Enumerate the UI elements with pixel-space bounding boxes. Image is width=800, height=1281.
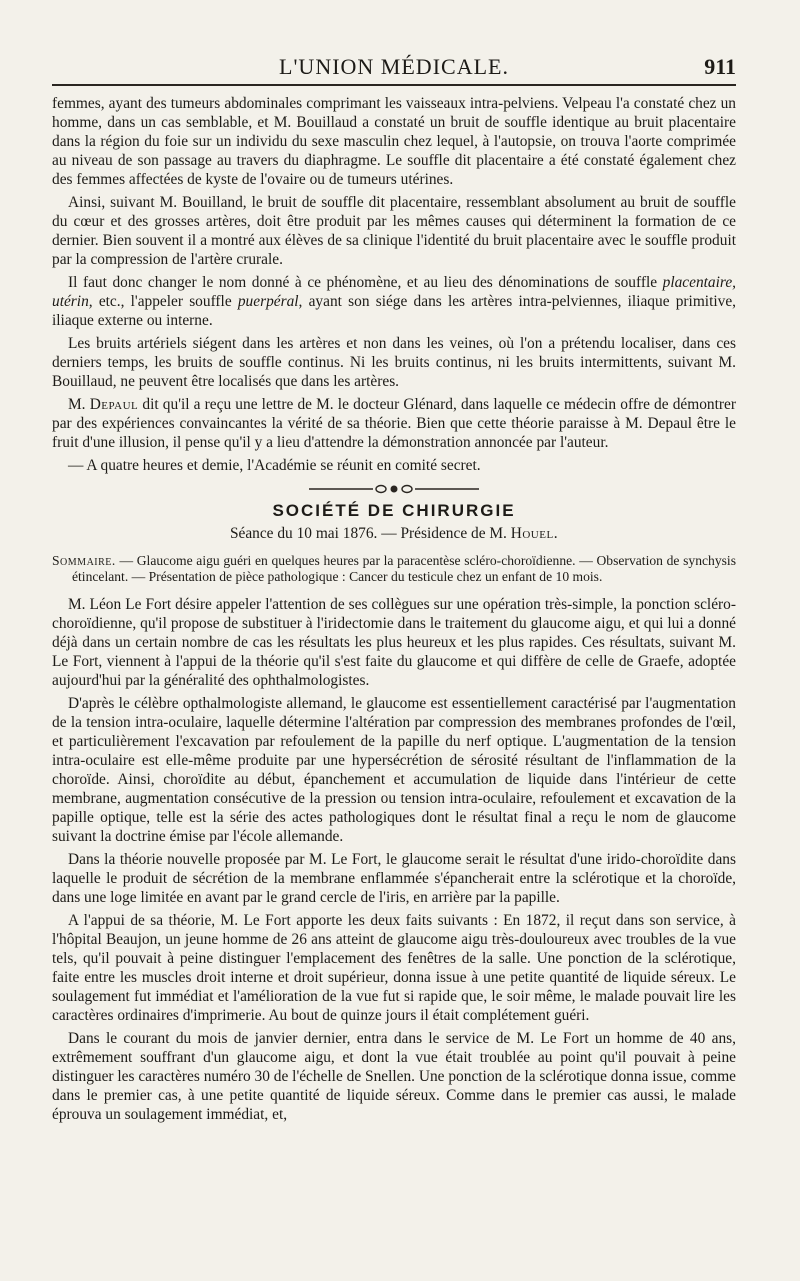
summary-block xyxy=(52,553,736,585)
article-body xyxy=(52,94,736,1124)
summary-label: Sommaire. xyxy=(52,553,116,568)
section-divider-ornament xyxy=(52,481,736,493)
paragraph: D'après le célèbre opthalmologiste allemand, le glaucome est essentiellement caractérisé par l'augmentation de la tension intra-oculaire, laquelle détermine l'altération par compression des membranes profondes de l'œil, et particulièrement l'excavation par refoulement de la papille du nerf optique. L'augmentation de la tension intra-oculaire est elle-même produite par une hypersécrétion de sérosité résultant de l'inflammation de la choroïde. Ainsi, choroïdite au début, épanchement et accumulation de liquide dans l'intérieur de cette membrane, augmentation consécutive de la pression ou tension intra-oculaire, refoulement et excavation de la papille optique, telle est la série des actes pathologiques dont le résultat final a reçu le nom de glaucome suivant la doctrine émise par l'école allemande. xyxy=(52,695,736,845)
text-run: etc., l'appeler souffle xyxy=(92,293,238,310)
page-number: 911 xyxy=(704,54,736,79)
session-line xyxy=(52,524,736,543)
page-header xyxy=(52,50,736,86)
section-title: SOCIÉTÉ DE CHIRURGIE xyxy=(272,501,516,520)
summary-text: — Glaucome aigu guéri en quelques heures par la paracentèse scléro-choroïdienne. — Observation de synchysis étincelant. — Présentation de pièce pathologique : Cancer du testicule chez un enfant de 10 mois. xyxy=(72,553,736,584)
italic-text: placentaire, utérin, xyxy=(52,274,736,310)
paragraph xyxy=(52,273,736,330)
speaker-name: Depaul xyxy=(89,396,139,413)
italic-text: puerpéral, xyxy=(237,293,303,310)
text-run: Il faut donc changer le nom donné à ce phénomène, et au lieu des dénominations de souffle xyxy=(68,274,663,291)
paragraph: Les bruits artériels siégent dans les artères et non dans les veines, où l'on a prétendu localiser, dans ces derniers temps, les bruits de souffle continus. Ni les bruits continus, ni les bruits intermittents, suivant M. Bouillaud, ne peuvent être localisés que dans les artères. xyxy=(52,335,736,390)
paragraph: femmes, ayant des tumeurs abdominales comprimant les vaisseaux intra-pelviens. Velpeau l'a constaté chez un homme, dans un cas semblable, et M. Bouillaud a constaté un bruit de souffle identique au bruit placentaire dans la région du foie sur un individu du sexe masculin chez lequel, à l'autopsie, on trouva l'aorte comprimée au niveau de son passage au travers du diaphragme. Le souffle dit placentaire a été constaté également chez des femmes affectées de kyste de l'ovaire ou de tumeurs utérines. xyxy=(52,95,736,188)
president-name: Houel. xyxy=(510,525,559,542)
paragraph: A l'appui de sa théorie, M. Le Fort apporte les deux faits suivants : En 1872, il reçut dans son service, à l'hôpital Beaujon, un jeune homme de 26 ans atteint de glaucome aigu très-douloureux avec troubles de la vue tels, qu'il pouvait à peine distinguer l'emplacement des fenêtres de la salle. Une ponction de la sclérotique, faite entre les muscles droit interne et droit supérieur, donna issue à une petite quantité de liquide séreux. Le soulagement fut immédiat et l'amélioration de la vue fut si rapide que, le soir même, le malade pouvait lire les caractères ordinaires d'imprimerie. Au bout de quinze jours il était complétement guéri. xyxy=(52,912,736,1024)
text-run: dit qu'il a reçu une lettre de M. le docteur Glénard, dans laquelle ce médecin offre de démontrer par des expériences convaincantes la vérité de sa théorie. Bien que cette théorie paraisse à M. Depaul être le fruit d'une illusion, il pense qu'il y a lieu d'attendre la démonstration annoncée par l'auteur. xyxy=(52,396,736,451)
paragraph: — A quatre heures et demie, l'Académie se réunit en comité secret. xyxy=(68,457,481,474)
running-title: L'UNION MÉDICALE. xyxy=(279,54,509,79)
paragraph: M. Léon Le Fort désire appeler l'attention de ses collègues sur une opération très-simple, la ponction scléro-choroïdienne, qu'il propose de substituer à l'iridectomie dans le traitement du glaucome aigu, et qui lui a donné déjà dans un certain nombre de cas les résultats les plus heureux et les plus rapides. Ces résultats, suivant M. Le Fort, viennent à l'appui de la théorie qu'il s'est faite du glaucome et qui diffère de celle de Graefe, adoptée aujourd'hui par la généralité des ophthalmologistes. xyxy=(52,596,736,689)
paragraph: Ainsi, suivant M. Bouilland, le bruit de souffle dit placentaire, ressemblant absolument au bruit de souffle du cœur et des grosses artères, doit être produit par les mêmes causes qui déterminent la formation de ce dernier. Bien souvent il a montré aux élèves de sa clinique l'identité du bruit placentaire avec le souffle produit par la compression de l'artère crurale. xyxy=(52,194,736,268)
paragraph: Dans la théorie nouvelle proposée par M. Le Fort, le glaucome serait le résultat d'une irido-choroïdite dans laquelle le produit de sécrétion de la membrane enflammée s'épancherait entre la sclérotique et la choroïde, dans une loge limitée en avant par le grand cercle de l'iris, en arrière par la papille. xyxy=(52,851,736,906)
text-run: ayant son siége dans les artères intra-pelviennes, iliaque primitive, iliaque externe ou interne. xyxy=(52,293,736,329)
text-run: Séance du 10 mai 1876. — Présidence de M. xyxy=(229,525,511,542)
paragraph: Dans le courant du mois de janvier dernier, entra dans le service de M. Le Fort un homme de 40 ans, extrêmement souffrant d'un glaucome aigu, et dont la vue était troublée au point qu'il pouvait à peine distinguer les caractères numéro 30 de l'échelle de Snellen. Une ponction de la sclérotique donna issue, comme dans le premier cas, à une petite quantité de liquide séreux. Comme dans le premier cas aussi, le malade éprouva un soulagement immédiat, et, xyxy=(52,1030,737,1123)
paragraph xyxy=(52,395,736,452)
text-run: M. xyxy=(68,396,90,413)
